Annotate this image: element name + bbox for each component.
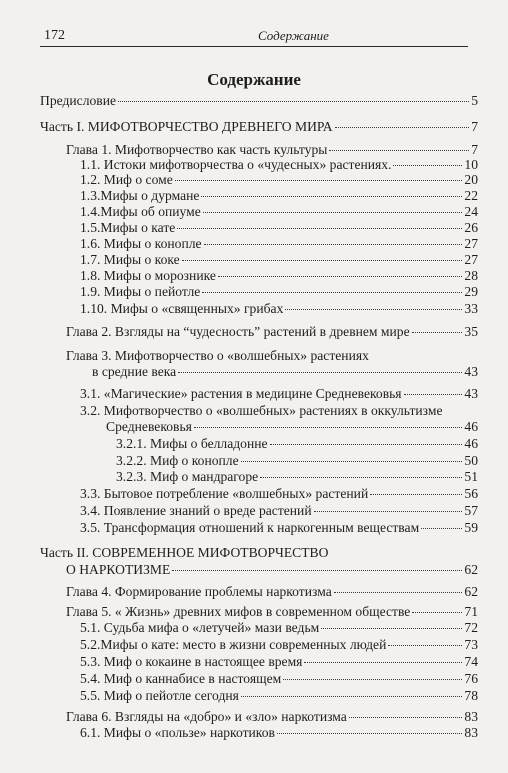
leader-dots bbox=[203, 211, 463, 213]
toc-entry-page: 74 bbox=[464, 654, 478, 669]
leader-dots bbox=[304, 661, 462, 663]
leader-dots bbox=[201, 195, 462, 197]
toc-entry-page: 7 bbox=[471, 119, 478, 134]
leader-dots bbox=[118, 100, 469, 102]
leader-dots bbox=[321, 627, 462, 629]
toc-entry-section-1-10 bbox=[80, 299, 478, 318]
toc-entry-page: 5 bbox=[471, 93, 478, 108]
toc-entry-text: 1.4.Мифы об опиуме bbox=[80, 204, 201, 219]
toc-entry-page: 73 bbox=[464, 637, 478, 652]
leader-dots bbox=[404, 393, 463, 395]
leader-dots bbox=[182, 259, 463, 261]
toc-entry-chapter-3 bbox=[92, 362, 478, 381]
toc-entry-section-3-2-line-1: 3.2. Мифотворчество о «волшебных» растениях в оккультизме bbox=[80, 403, 443, 418]
toc-entry-text: 3.1. «Магические» растения в медицине Средневековья bbox=[80, 386, 402, 401]
toc-entry-text: Глава 5. « Жизнь» древних мифов в современном обществе bbox=[66, 604, 411, 619]
toc-entry-page: 22 bbox=[464, 188, 478, 203]
toc-entry-page: 78 bbox=[464, 688, 478, 703]
toc-entry-text: 3.4. Появление знаний о вреде растений bbox=[80, 503, 312, 518]
toc-entry-preface bbox=[40, 91, 478, 110]
toc-entry-text: 5.1. Судьба мифа о «летучей» мази ведьм bbox=[80, 620, 320, 635]
page-header bbox=[0, 0, 508, 46]
toc-entry-text: Глава 6. Взгляды на «добро» и «зло» наркотизма bbox=[66, 709, 347, 724]
leader-dots bbox=[204, 243, 463, 245]
toc-entry-text: 3.2.3. Миф о мандрагоре bbox=[116, 469, 259, 484]
leader-dots bbox=[283, 678, 462, 680]
toc-entry-page: 28 bbox=[464, 268, 478, 283]
page-number: 172 bbox=[44, 28, 65, 43]
toc-entry-page: 71 bbox=[464, 604, 478, 619]
toc-entry-page: 51 bbox=[464, 469, 478, 484]
leader-dots bbox=[178, 371, 462, 373]
toc-entry-text: 1.2. Миф о соме bbox=[80, 172, 173, 187]
toc-title: Содержание bbox=[207, 70, 301, 89]
leader-dots bbox=[314, 510, 463, 512]
toc-entry-text: 5.2.Мифы о кате: место в жизни современных людей bbox=[80, 637, 387, 652]
toc-entry-page: 10 bbox=[464, 157, 478, 172]
toc-entry-page: 76 bbox=[464, 671, 478, 686]
toc-entry-page: 26 bbox=[464, 220, 478, 235]
toc-entry-page: 62 bbox=[464, 584, 478, 599]
toc-entry-text: Глава 4. Формирование проблемы наркотизма bbox=[66, 584, 332, 599]
toc-entry-page: 29 bbox=[464, 284, 478, 299]
toc-entry-part-1 bbox=[40, 117, 478, 136]
toc-entry-text: 3.2.2. Миф о конопле bbox=[116, 453, 239, 468]
toc-entry-text: 1.8. Мифы о морознике bbox=[80, 268, 216, 283]
toc-entry-page: 43 bbox=[464, 386, 478, 401]
toc-entry-text: 3.3. Бытовое потребление «волшебных» растений bbox=[80, 486, 369, 501]
toc-entry-page: 72 bbox=[464, 620, 478, 635]
toc-entry-page: 50 bbox=[464, 453, 478, 468]
toc-entry-text: Средневековья bbox=[106, 419, 192, 434]
leader-dots bbox=[334, 591, 463, 593]
toc-entry-text: 5.5. Миф о пейотле сегодня bbox=[80, 688, 239, 703]
running-title: Содержание bbox=[258, 28, 329, 43]
toc-entry-page: 62 bbox=[464, 562, 478, 577]
toc-entry-text: 5.3. Миф о кокаине в настоящее время bbox=[80, 654, 303, 669]
leader-dots bbox=[421, 527, 462, 529]
leader-dots bbox=[388, 644, 462, 646]
toc-entry-part-2-line-1: Часть II. СОВРЕМЕННОЕ МИФОТВОРЧЕСТВО bbox=[40, 545, 329, 560]
leader-dots bbox=[202, 291, 462, 293]
toc-entry-section-3-5 bbox=[80, 518, 478, 537]
leader-dots bbox=[172, 569, 462, 571]
leader-dots bbox=[349, 716, 463, 718]
toc-entry-text: 1.3.Мифы о дурмане bbox=[80, 188, 200, 203]
leader-dots bbox=[241, 695, 463, 697]
toc-entry-text: Предисловие bbox=[40, 93, 117, 108]
toc-entry-text: 3.5. Трансформация отношений к наркогенным веществам bbox=[80, 520, 420, 535]
toc-entry-text: Часть I. МИФОТВОРЧЕСТВО ДРЕВНЕГО МИРА bbox=[40, 119, 333, 134]
leader-dots bbox=[370, 493, 462, 495]
leader-dots bbox=[412, 331, 463, 333]
toc-entry-page: 24 bbox=[464, 204, 478, 219]
toc-entry-page: 7 bbox=[471, 142, 478, 157]
leader-dots bbox=[277, 732, 462, 734]
toc-entry-part-2 bbox=[66, 560, 478, 579]
toc-entry-page: 56 bbox=[464, 486, 478, 501]
toc-entry-chapter-2 bbox=[66, 322, 478, 341]
toc-entry-text: 1.7. Мифы о коке bbox=[80, 252, 180, 267]
leader-dots bbox=[175, 179, 463, 181]
leader-dots bbox=[270, 443, 463, 445]
leader-dots bbox=[177, 227, 462, 229]
toc-entry-section-6-1 bbox=[80, 723, 478, 742]
toc-entry-page: 57 bbox=[464, 503, 478, 518]
toc-entry-page: 83 bbox=[464, 709, 478, 724]
toc-entry-text: Глава 1. Мифотворчество как часть культуры bbox=[66, 142, 328, 157]
toc-entry-page: 27 bbox=[464, 236, 478, 251]
toc-entry-page: 35 bbox=[464, 324, 478, 339]
toc-entry-page: 83 bbox=[464, 725, 478, 740]
toc-entry-page: 43 bbox=[464, 364, 478, 379]
toc-entry-chapter-4 bbox=[66, 582, 478, 601]
leader-dots bbox=[393, 164, 462, 166]
toc-entry-page: 27 bbox=[464, 252, 478, 267]
toc-entry-text: Глава 2. Взгляды на “чудесность” растений в древнем мире bbox=[66, 324, 410, 339]
toc-entry-page: 46 bbox=[464, 419, 478, 434]
leader-dots bbox=[335, 126, 470, 128]
toc-entry-text: в средние века bbox=[92, 364, 177, 379]
toc-entry-text: 1.1. Истоки мифотворчества о «чудесных» растениях. bbox=[80, 157, 392, 172]
toc-entry-page: 33 bbox=[464, 301, 478, 316]
leader-dots bbox=[412, 611, 462, 613]
toc-entry-text: 3.2.1. Мифы о белладонне bbox=[116, 436, 268, 451]
leader-dots bbox=[241, 460, 463, 462]
leader-dots bbox=[260, 476, 462, 478]
toc-entry-text: 1.9. Мифы о пейотле bbox=[80, 284, 201, 299]
toc-entry-text: 5.4. Миф о каннабисе в настоящем bbox=[80, 671, 282, 686]
toc-entry-text: 1.6. Мифы о конопле bbox=[80, 236, 202, 251]
toc-entry-section-5-5 bbox=[80, 686, 478, 705]
toc-entry-text: О НАРКОТИЗМЕ bbox=[66, 562, 171, 577]
toc-entry-chapter-3-line-1: Глава 3. Мифотворчество о «волшебных» растениях bbox=[66, 348, 369, 363]
toc-entry-text: 1.5.Мифы о кате bbox=[80, 220, 176, 235]
toc-entry-page: 59 bbox=[464, 520, 478, 535]
toc-entry-text: 1.10. Мифы о «священных» грибах bbox=[80, 301, 284, 316]
leader-dots bbox=[194, 426, 463, 428]
leader-dots bbox=[285, 308, 462, 310]
leader-dots bbox=[329, 149, 469, 151]
leader-dots bbox=[218, 275, 463, 277]
toc-entry-text: 6.1. Мифы о «пользе» наркотиков bbox=[80, 725, 275, 740]
toc-entry-page: 46 bbox=[464, 436, 478, 451]
header-rule bbox=[40, 46, 468, 47]
toc-entry-page: 20 bbox=[464, 172, 478, 187]
